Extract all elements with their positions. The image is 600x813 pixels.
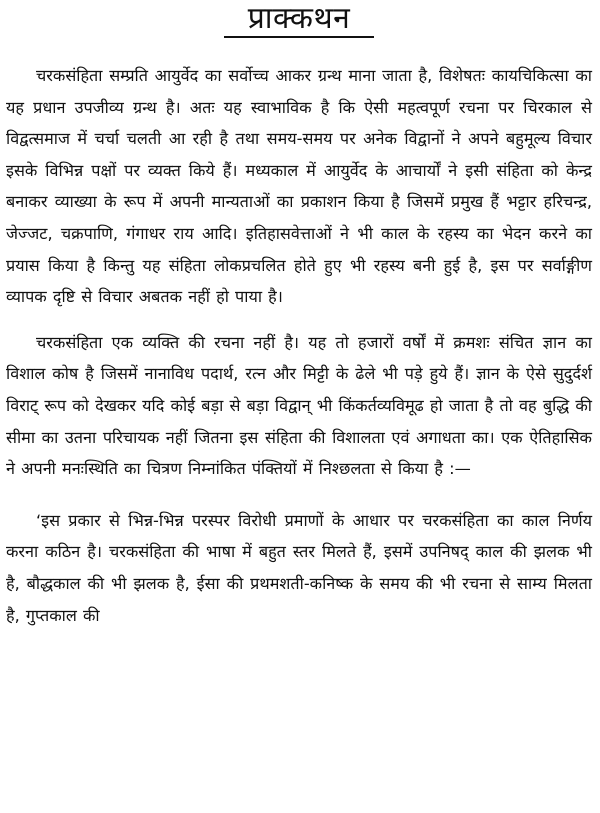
title-underline xyxy=(224,36,374,38)
paragraph-3-quote: ‘इस प्रकार से भिन्न-भिन्न परस्पर विरोधी प्रमाणों के आधार पर चरकसंहिता का काल निर्णय करना कठिन है। चरकसंहिता की भाषा में बहुत स्तर मिलते हैं, इसमें उपनिषद् काल की झलक भी है, बौद्धकाल की भी झलक है, ईसा की प्रथमशती-कनिष्क के समय की भी रचना से साम्य मिलता है, गुप्तकाल की xyxy=(6,510,592,625)
paragraph-1: चरकसंहिता सम्प्रति आयुर्वेद का सर्वोच्च आकर ग्रन्थ माना जाता है, विशेषतः कायचिकित्सा का यह प्रधान उपजीव्य ग्रन्थ है। अतः यह स्वाभाविक है कि ऐसी महत्वपूर्ण रचना पर चिरकाल से विद्वत्समाज में चर्चा चलती आ रही है तथा समय-समय पर अनेक विद्वानों ने अपने बहुमूल्य विचार इसके विभिन्न पक्षों पर व्यक्त किये हैं। मध्यकाल में आयुर्वेद के आचार्यों ने इसी संहिता को केन्द्र बनाकर व्याख्या के रूप में अपनी मान्यताओं का प्रकाशन किया है जिसमें प्रमुख हैं भट्टार हरिचन्द्र, जेज्जट, चक्रपाणि, गंगाधर राय आदि। इतिहासवेत्ताओं ने भी काल के रहस्य का भेदन करने का प्रयास किया है किन्तु यह संहिता लोकप्रचलित होते हुए भी रहस्य बनी हुई है, इस पर सर्वाङ्गीण व्यापक दृष्टि से विचार अबतक नहीं हो पाया है। xyxy=(6,66,592,307)
page-title: प्राक्कथन xyxy=(247,1,351,36)
paragraph-2: चरकसंहिता एक व्यक्ति की रचना नहीं है। यह तो हजारों वर्षों में क्रमशः संचित ज्ञान का विशाल कोष है जिसमें नानाविध पदार्थ, रत्न और मिट्टी के ढेले भी पड़े हुये हैं। ज्ञान के ऐसे सुदुर्दर्श विराट् रूप को देखकर यदि कोई बड़ा से बड़ा विद्वान् भी किंकर्तव्यविमूढ हो जाता है तो वह बुद्धि की सीमा का उतना परिचायक नहीं जितना इस संहिता की विशालता एवं अगाधता का। एक ऐतिहासिक ने अपनी मनःस्थिति का चित्रण निम्नांकित पंक्तियों में निश्छलता से किया है :— xyxy=(6,332,592,479)
